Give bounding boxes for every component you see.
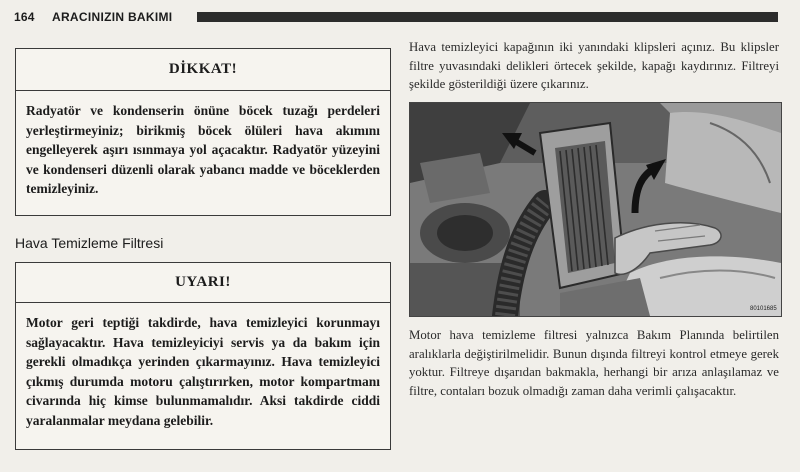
header-rule	[197, 12, 778, 22]
page-header	[0, 8, 790, 28]
caution-box	[15, 262, 391, 450]
figure-code: 80101685	[750, 306, 777, 312]
page-number: 164	[14, 10, 35, 24]
caution-text: Motor geri teptiği takdirde, hava temizleyici korunmayı sağlayacaktır. Hava temizleyiciyi servis ya da bakım için gerekli olmadıkça yerinden çıkarmayınız. Hava temizleyici çıkmış durumda motoru çalıştırırken, motor kompartmanı civarında hiç kimse bulunmamalıdır. Aksi takdirde ciddi yaralanmalar meydana gelebilir.	[26, 315, 380, 428]
warning-title: DİKKAT!	[16, 49, 390, 91]
warning-text: Radyatör ve kondenserin önüne böcek tuzağı perdeleri yerleştirmeyiniz; birikmiş böcek ölüleri hava akımını engelleyerek aşırı ısınmaya yol açacaktır. Radyatör yüzeyini ve kondenseri düzenli olarak yabancı madde ve böceklerden temizleyiniz.	[26, 103, 380, 196]
caution-title: UYARI!	[16, 263, 390, 303]
air-filter-photo	[409, 102, 782, 317]
filter-removal-instructions: Hava temizleyici kapağının iki yanındaki klipsleri açınız. Bu klipsler filtre yuvasındaki delikleri örtecek şekilde, kapağı kaydırınız. Filtreyi şekilde gösterildiği üzere çıkarınız.	[409, 40, 779, 91]
warning-box	[15, 48, 391, 216]
filter-replacement-notes: Motor hava temizleme filtresi yalnızca Bakım Planında belirtilen aralıklarla değiştirilmelidir. Bunun dışında filtreyi kontrol etmeye gerek yoktur. Filtreye dışarıdan bakmakla, herhangi bir arıza anlaşılamaz ve filtre, contaları bozuk olmadığı zaman daha verimli çalışacaktır.	[409, 328, 779, 398]
air-filter-heading: Hava Temizleme Filtresi	[15, 235, 164, 251]
section-title: ARACINIZIN BAKIMI	[52, 10, 173, 24]
